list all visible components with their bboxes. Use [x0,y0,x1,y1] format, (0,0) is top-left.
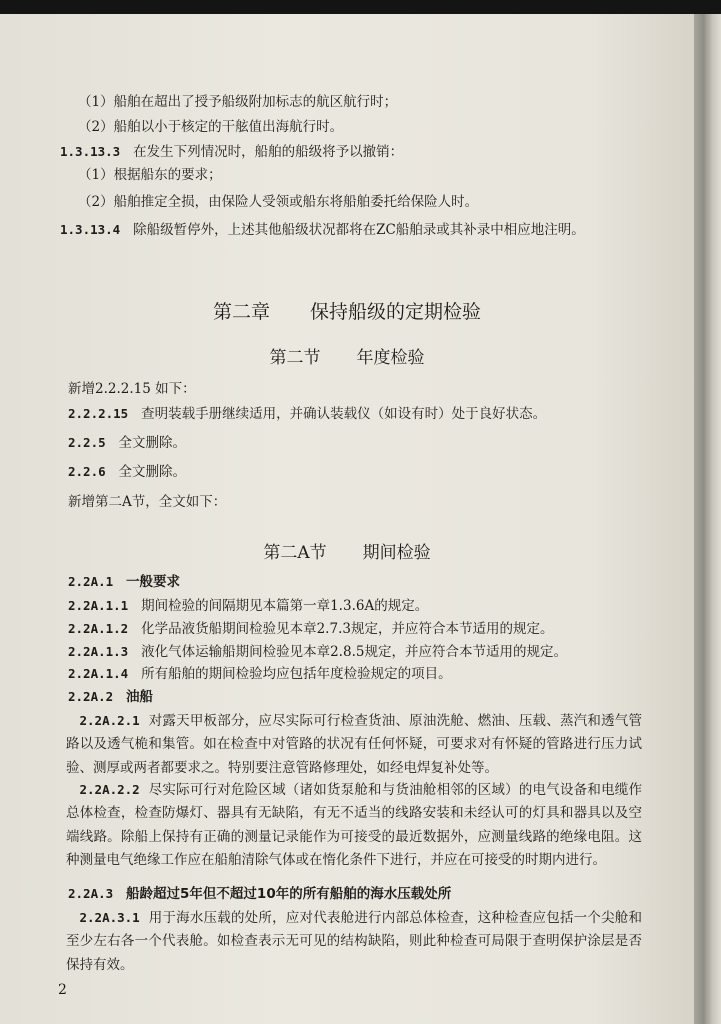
clause-2-2-2-15 [68,405,546,423]
subheading-2-2a-1 [68,573,180,591]
clause-text: 期间检验的间隔期见本篇第一章1.3.6A的规定。 [141,598,429,614]
clause-2-2a-2-2 [66,778,642,874]
clause-line: （1）船舶在超出了授予船级附加标志的航区航行时； [78,94,398,110]
clause-2-2a-1-2 [68,620,553,638]
clause-text: 对露天甲板部分，应尽实际可行检查货油、原油洗舱、燃油、压载、蒸汽和透气管路以及透气桅和集管。如在检查中对管路的状况有任何怀疑，可要求对有怀疑的管路进行压力试验、测厚或两者都要求之。特别要注意管路修理处，如经电焊复补处等。 [66,713,642,776]
clause-number: 2.2A.2 [68,689,114,704]
book-spine-shadow [694,14,721,1024]
clause-text: 液化气体运输船期间检验见本章2.8.5规定，并应符合本节适用的规定。 [141,644,567,660]
section-title: 年度检验 [356,348,425,368]
clause-text: 用于海水压载的处所，应对代表舱进行内部总体检查，这种检查应包括一个尖舱和至少左右各一个代表舱。如检查表示无可见的结构缺陷，则此种检查可局限于查明保护涂层是否保持有效。 [66,910,642,973]
clause-number: 2.2A.1.4 [68,666,129,681]
clause-2-2a-1-1 [68,597,428,615]
page-number: 2 [58,982,67,998]
clause-2-2a-3-1 [66,906,642,978]
section-number: 第二节 [269,348,321,368]
clause-1-3-13-3 [60,143,403,161]
clause-number: 2.2A.3 [68,886,114,901]
subheading-title: 船龄超过5年但不超过10年的所有船舶的海水压载处所 [126,886,452,902]
clause-line: （1）根据船东的要求； [78,167,222,183]
clause-number: 2.2.2.15 [68,406,129,421]
clause-number: 2.2A.3.1 [79,910,140,925]
clause-number: 1.3.13.3 [60,144,121,159]
subheading-title: 一般要求 [126,574,181,590]
clause-number: 2.2.5 [68,435,106,450]
clause-text: 在发生下列情况时，船舶的船级将予以撤销： [133,144,404,160]
clause-line: （2）船舶推定全损，由保险人受领或船东将船舶委托给保险人时。 [78,194,479,210]
clause-text: 全文删除。 [118,464,187,480]
chapter-heading [0,297,694,324]
section-title: 期间检验 [362,543,431,563]
section-heading [0,343,694,368]
clause-line: （2）船舶以小于核定的干舷值出海航行时。 [78,119,344,135]
clause-text: 化学品液货船期间检验见本章2.7.3规定，并应符合本节适用的规定。 [141,621,554,637]
clause-1-3-13-4 [60,221,585,239]
clause-2-2a-2-1 [66,709,642,781]
clause-text: 全文删除。 [118,435,187,451]
clause-number: 2.2A.1.1 [68,598,129,613]
amendment-note: 新增第二A节，全文如下： [68,494,227,510]
clause-number: 2.2.6 [68,464,106,479]
clause-2-2a-1-3 [68,643,567,661]
clause-number: 2.2A.2.2 [79,782,140,797]
subheading-2-2a-2 [68,688,153,706]
clause-2-2a-1-4 [68,665,452,683]
chapter-title: 保持船级的定期检验 [310,301,482,323]
clause-text: 尽实际可行对危险区域（诸如货泵舱和与货油舱相邻的区域）的电气设备和电缆作总体检查，检查防爆灯、器具有无缺陷，有无不适当的线路安装和未经认可的灯具和器具以及空端线路。除船上保持有正确的测量记录能作为可接受的最近数据外，应测量线路的绝缘电阻。这种测量电气绝缘工作应在船舶清除气体或在惰化条件下进行，并应在可接受的时期内进行。 [66,782,642,869]
section-heading [0,538,694,563]
clause-number: 2.2A.2.1 [79,713,140,728]
clause-number: 2.2A.1.2 [68,621,129,636]
clause-text: 查明装载手册继续适用，并确认装载仪（如设有时）处于良好状态。 [141,406,547,422]
clause-number: 2.2A.1 [68,574,114,589]
clause-2-2-5 [68,434,186,452]
clause-number: 2.2A.1.3 [68,644,129,659]
subheading-2-2a-3 [68,885,451,903]
scan-top-edge [0,0,721,14]
amendment-note: 新增2.2.2.15 如下： [68,381,196,397]
clause-text: 除船级暂停外，上述其他船级状况都将在ZC船舶录或其补录中相应地注明。 [133,222,585,238]
subheading-title: 油船 [126,689,154,705]
clause-2-2-6 [68,463,186,481]
clause-text: 所有船舶的期间检验均应包括年度检验规定的项目。 [141,666,452,682]
clause-number: 1.3.13.4 [60,222,121,237]
chapter-number: 第二章 [212,301,270,323]
section-number: 第二A节 [263,543,327,563]
